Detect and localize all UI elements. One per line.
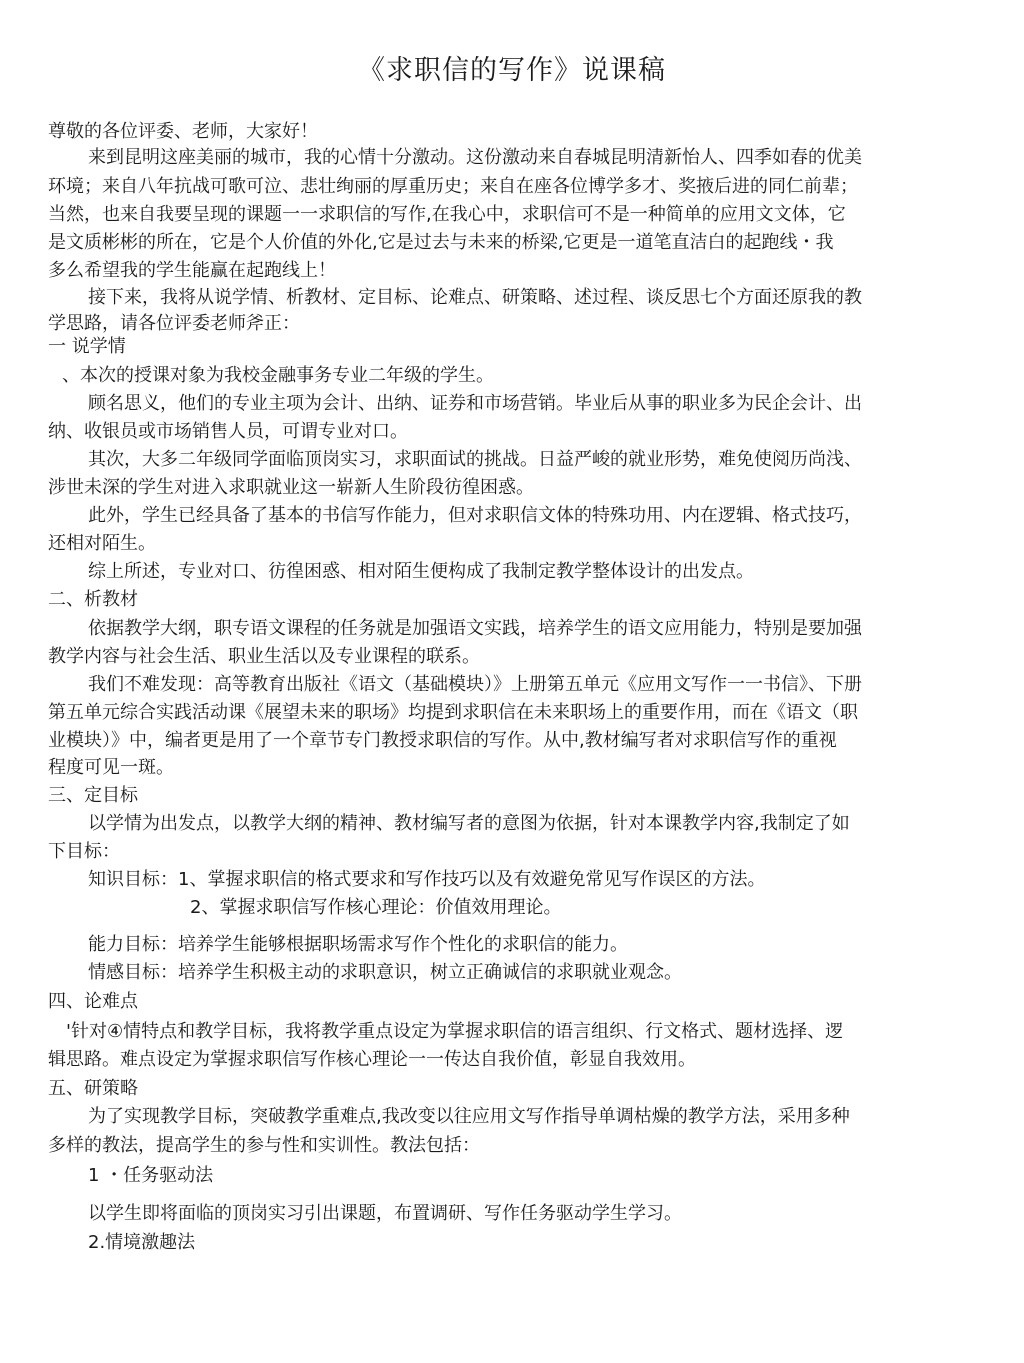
paragraph-line: 为了实现教学目标，突破教学重难点,我改变以往应用文写作指导单调枯燥的教学方法，采用多种 (88, 1106, 850, 1127)
paragraph-line: 以学情为出发点，以教学大纲的精神、教材编写者的意图为依据，针对本课教学内容,我制定了如 (88, 813, 850, 834)
paragraph-line: 、本次的授课对象为我校金融事务专业二年级的学生。 (62, 365, 494, 386)
paragraph-line: 业模块）》中，编者更是用了一个章节专门教授求职信的写作。从中,教材编写者对求职信写作的重视 (48, 730, 837, 751)
paragraph-line: 程度可见一斑。 (48, 757, 174, 778)
objective-line: 2、掌握求职信写作核心理论：价值效用理论。 (190, 897, 562, 918)
paragraph-line: 多样的教法，提高学生的参与性和实训性。教法包括： (48, 1135, 480, 1156)
paragraph-line: 此外，学生已经具备了基本的书信写作能力，但对求职信文体的特殊功用、内在逻辑、格式技巧， (88, 505, 862, 526)
method-heading: 1 ・任务驱动法 (88, 1165, 214, 1186)
paragraph-line: 顾名思义，他们的专业主项为会计、出纳、证券和市场营销。毕业后从事的职业多为民企会计、出 (88, 393, 862, 414)
greeting-line: 尊敬的各位评委、老师，大家好！ (48, 121, 318, 142)
document-title: 《求职信的写作》说课稿 (358, 55, 666, 86)
paragraph-line: 其次，大多二年级同学面临顶岗实习，求职面试的挑战。日益严峻的就业形势，难免使阅历尚浅、 (88, 449, 862, 470)
paragraph-line: 多么希望我的学生能赢在起跑线上！ (48, 260, 336, 281)
paragraph-line: 当然，也来自我要呈现的课题一一求职信的写作,在我心中，求职信可不是一种简单的应用文文体，它 (48, 204, 846, 225)
objective-line: 情感目标：培养学生积极主动的求职意识，树立正确诚信的求职就业观念。 (88, 962, 682, 983)
paragraph-line: 第五单元综合实践活动课《展望未来的职场》均提到求职信在未来职场上的重要作用，而在《语文（职 (48, 702, 858, 723)
paragraph-line: 涉世未深的学生对进入求职就业这一崭新人生阶段彷徨困惑。 (48, 477, 534, 498)
section-heading: 二、析教材 (48, 589, 138, 610)
paragraph-line: 环境；来自八年抗战可歌可泣、悲壮绚丽的厚重历史；来自在座各位博学多才、奖掖后进的同仁前辈； (48, 176, 858, 197)
paragraph-line: 教学内容与社会生活、职业生活以及专业课程的联系。 (48, 646, 480, 667)
paragraph-line: 学思路，请各位评委老师斧正： (48, 313, 300, 334)
method-heading: 2.情境激趣法 (88, 1232, 196, 1253)
section-heading: 四、论难点 (48, 991, 138, 1012)
paragraph-line: 以学生即将面临的顶岗实习引出课题，布置调研、写作任务驱动学生学习。 (88, 1203, 682, 1224)
objective-line: 知识目标：1、掌握求职信的格式要求和写作技巧以及有效避免常见写作误区的方法。 (88, 869, 766, 890)
paragraph-line: 还相对陌生。 (48, 533, 156, 554)
paragraph-line: 综上所述，专业对口、彷徨困惑、相对陌生便构成了我制定教学整体设计的出发点。 (88, 561, 754, 582)
paragraph-line: 辑思路。难点设定为掌握求职信写作核心理论一一传达自我价值，彰显自我效用。 (48, 1049, 696, 1070)
section-heading: 三、定目标 (48, 785, 138, 806)
paragraph-line: 依据教学大纲，职专语文课程的任务就是加强语文实践，培养学生的语文应用能力，特别是要加强 (88, 618, 862, 639)
paragraph-line: 来到昆明这座美丽的城市，我的心情十分激动。这份激动来自春城昆明清新怡人、四季如春的优美 (88, 147, 862, 168)
paragraph-line: 是文质彬彬的所在，它是个人价值的外化,它是过去与未来的桥梁,它更是一道笔直洁白的起跑线・我 (48, 232, 834, 253)
paragraph-line: 我们不难发现：高等教育出版社《语文（基础模块）》上册第五单元《应用文写作一一书信》、下册 (88, 674, 862, 695)
paragraph-line: 下目标： (48, 841, 120, 862)
section-heading: 五、研策略 (48, 1078, 138, 1099)
section-heading: 一 说学情 (48, 336, 126, 357)
paragraph-line: 接下来，我将从说学情、析教材、定目标、论难点、研策略、述过程、谈反思七个方面还原我的教 (88, 287, 862, 308)
paragraph-line: '针对④情特点和教学目标，我将教学重点设定为掌握求职信的语言组织、行文格式、题材选择、逻 (66, 1021, 844, 1042)
objective-line: 能力目标：培养学生能够根据职场需求写作个性化的求职信的能力。 (88, 934, 628, 955)
paragraph-line: 纳、收银员或市场销售人员，可谓专业对口。 (48, 421, 408, 442)
